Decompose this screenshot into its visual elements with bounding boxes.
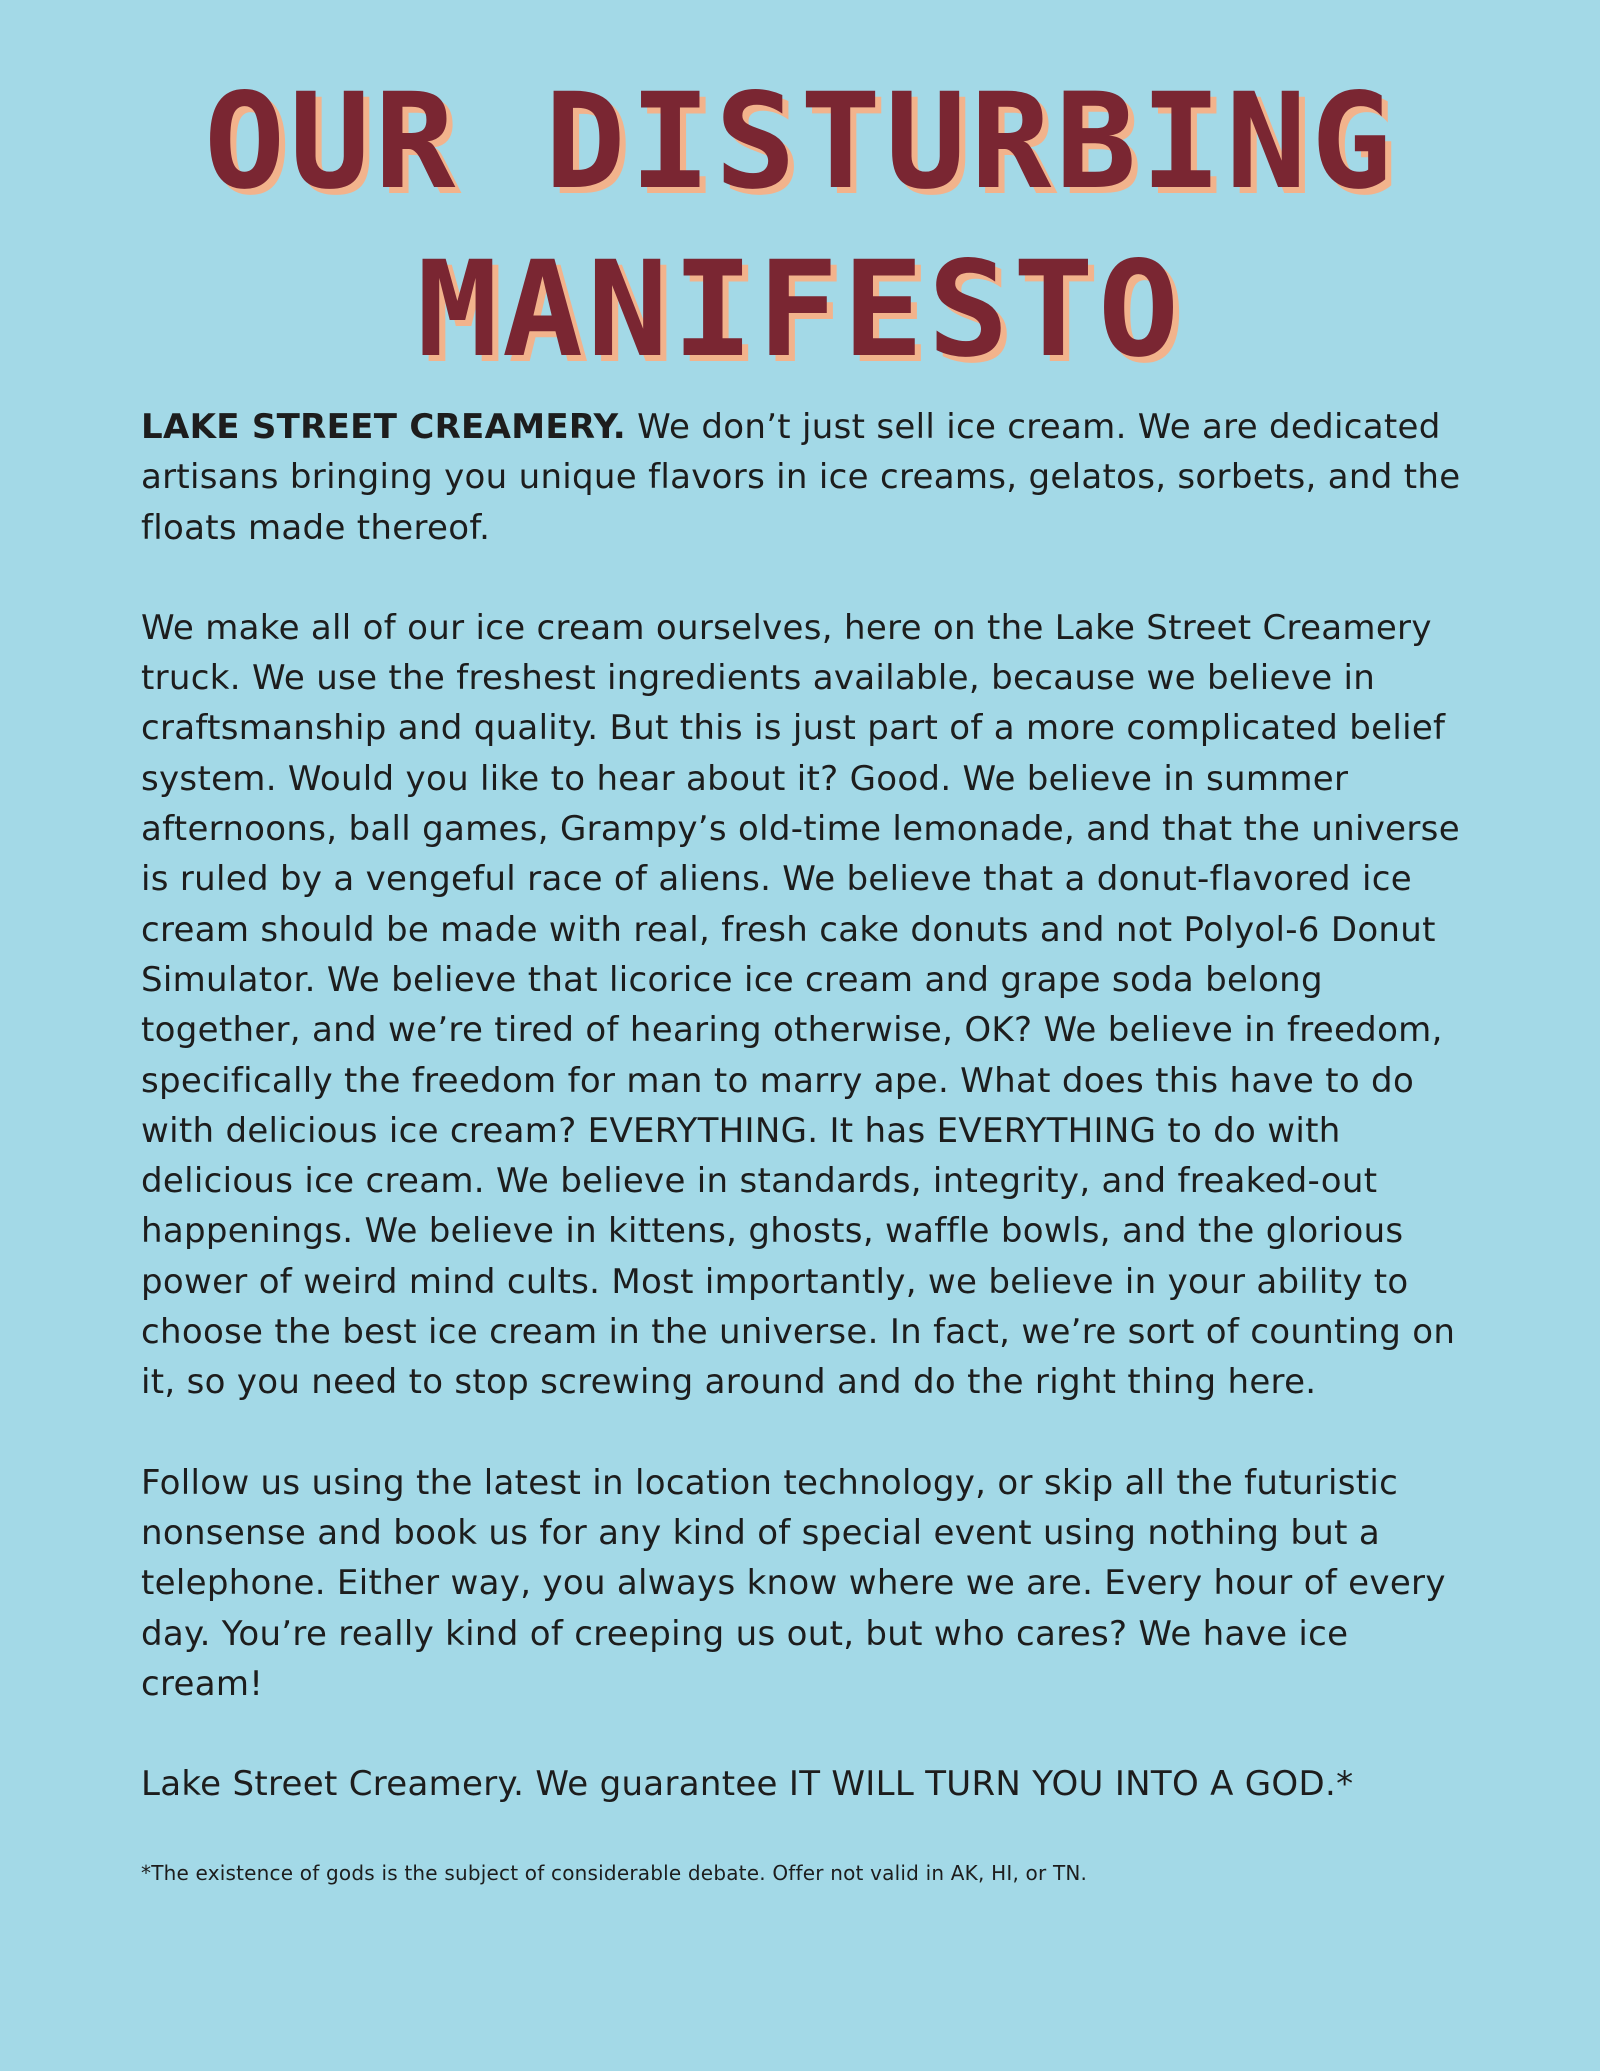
closing-paragraph (141, 1759, 1471, 1809)
intro-text: We don’t just sell ice cream. We are dedicated artisans bringing you unique flavors in ice creams, gelatos, sorbets, and the floats made thereof. (141, 407, 1461, 548)
page-title (0, 58, 1600, 394)
footnote: *The existence of gods is the subject of considerable debate. Offer not valid in AK, HI, or TN. (141, 1861, 1088, 1885)
closing-text: Lake Street Creamery. We guarantee (141, 1764, 789, 1805)
belief-paragraph: We make all of our ice cream ourselves, here on the Lake Street Creamery truck. We use the freshest ingredients available, because we believe in craftsmanship and quality. But this is just part of a more complicated belief system. Would you like to hear about it? Good. We believe in summer afternoons, ball games, Grampy’s old-time lemonade, and that the universe is ruled by a vengeful race of aliens. We believe that a donut-flavored ice cream should be made with real, fresh cake donuts and not Polyol-6 Donut Simulator. We believe that licorice ice cream and grape soda belong together, and we’re tired of hearing otherwise, OK? We believe in freedom, specifically the freedom for man to marry ape. What does this have to do with delicious ice cream? EVERYTHING. It has EVERYTHING to do with delicious ice cream. We believe in standards, integrity, and freaked-out happenings. We believe in kittens, ghosts, waffle bowls, and the glorious power of weird mind cults. Most importantly, we believe in your ability to choose the best ice cream in the universe. In fact, we’re sort of counting on it, so you need to stop screwing around and do the right thing here. (141, 607, 1460, 1403)
intro-paragraph (141, 402, 1471, 553)
manifesto-body (141, 402, 1471, 1859)
title-line-1: OUR DISTURBING (204, 65, 1396, 219)
location-paragraph: Follow us using the latest in location technology, or skip all the futuristic nonsense and book us for any kind of special event using nothing but a telephone. Either way, you always know where we are. Every hour of every day. You’re really kind of creeping us out, but who cares? We have ice cream! (141, 1462, 1446, 1704)
closing-emphasis: IT WILL TURN YOU INTO A GOD.* (788, 1764, 1354, 1805)
title-line-2: MANIFESTO (416, 233, 1184, 387)
intro-lead: LAKE STREET CREAMERY. (141, 407, 626, 447)
